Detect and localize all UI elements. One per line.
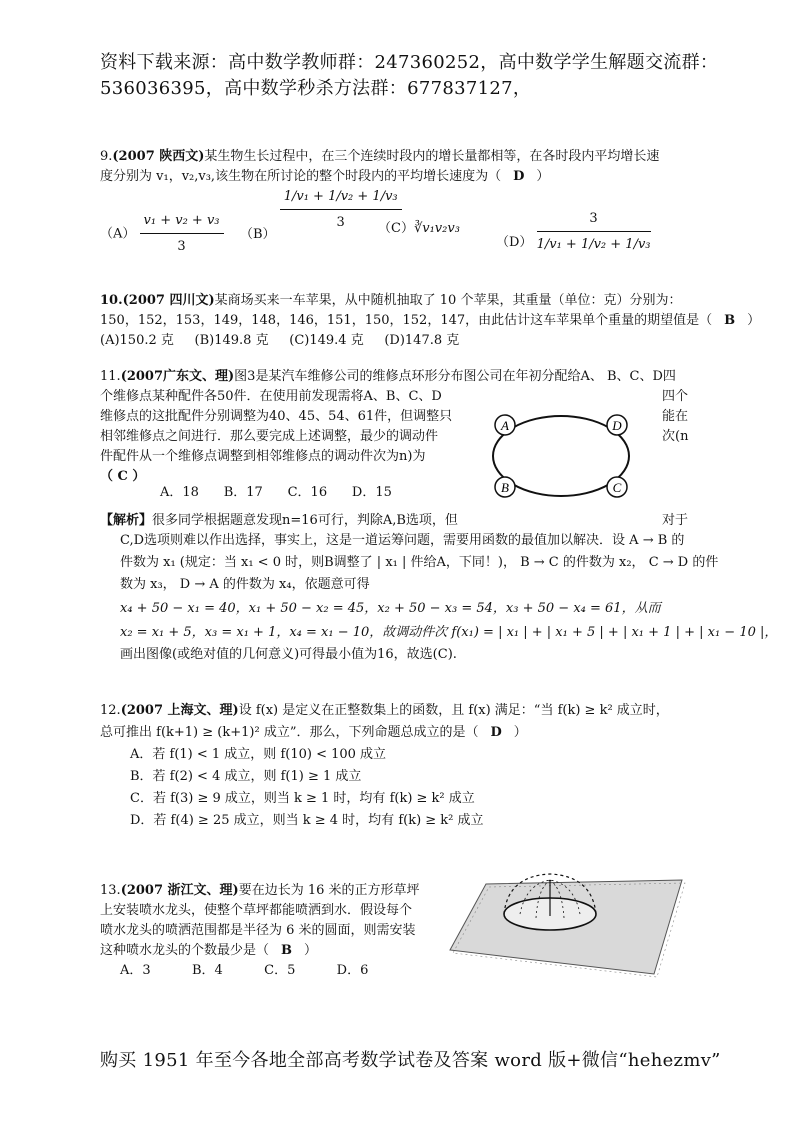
q9-option-c: [378, 218, 460, 240]
q9-opt-c-expression: ∛v₁v₂v₃: [413, 221, 460, 236]
q10-close: ）: [747, 313, 761, 328]
q9-opt-b-denominator: 3: [336, 215, 345, 230]
analysis-text-1: 很多同学根据题意发现n=16可行，判除A,B选项，但: [152, 513, 458, 528]
q12-answer: D: [490, 725, 502, 740]
q9-opt-c-label: （C）: [378, 221, 414, 236]
node-c-label: C: [612, 480, 622, 495]
q11-analysis-line-4: 数为 x₃， D → A 的件数为 x₄，依题意可得: [120, 577, 370, 592]
node-b: [495, 477, 515, 497]
q13-line-4: [100, 940, 317, 962]
q11-line-3: 维修点的这批配件分别调整为40、45、54、61件，但调整只: [100, 409, 453, 424]
q12-source: (2007 上海文、理): [120, 703, 239, 718]
q9-text-2: 度分别为 v₁，v₂,v₃,该生物在所讨论的整个时段内的平均增长速度为（: [100, 169, 502, 184]
node-a: [495, 415, 515, 435]
q13-text-1: 要在边长为 16 米的正方形草坪: [238, 883, 420, 898]
q11-text-1: 图3是某汽车维修公司的维修点环形分布图公司在年初分配给A、 B、C、D四: [234, 369, 676, 384]
q12-line-1: [100, 700, 669, 722]
q10-answer: B: [724, 313, 736, 328]
q9-opt-d-fraction: [537, 208, 651, 256]
q9-opt-d-numerator: 3: [537, 208, 651, 232]
q9-opt-b-numerator: 1/v₁ + 1/v₂ + 1/v₃: [280, 186, 402, 210]
q10-line-2: [100, 310, 760, 332]
q13-text-4: 这种喷水龙头的个数最少是（: [100, 943, 270, 958]
q13-line-2: 上安装喷水龙头，使整个草坪都能喷洒到水．假设每个: [100, 903, 413, 918]
q12-text-1: 设 f(x) 是定义在正整数集上的函数，且 f(x) 满足：“当 f(k) ≥ k² 成立时，: [238, 703, 669, 718]
q12-option-c: C．若 f(3) ≥ 9 成立，则当 k ≥ 1 时，均有 f(k) ≥ k² 成立: [130, 791, 475, 806]
node-d: [607, 415, 627, 435]
q13-close: ）: [304, 943, 318, 958]
q10-number: 10.: [100, 293, 123, 308]
header-line-2: 536036395，高中数学秒杀方法群：677837127，: [100, 78, 532, 99]
node-c: [607, 477, 627, 497]
q11-source: (2007广东文、理): [120, 369, 235, 384]
q9-opt-a-numerator: v₁ + v₂ + v₃: [140, 210, 224, 234]
q9-option-d: [496, 208, 651, 256]
q10-options: (A)150.2 克 (B)149.8 克 (C)149.4 克 (D)147.8 克: [100, 333, 460, 348]
q11-line-5: 件配件从一个维修点调整到相邻维修点的调动件次为n)为: [100, 449, 426, 464]
analysis-tag: 【解析】: [100, 513, 153, 528]
q11-line-2: 个维修点某种配件各50件．在使用前发现需将A、B、C、D: [100, 389, 442, 404]
q12-option-a: A．若 f(1) < 1 成立，则 f(10) < 100 成立: [130, 747, 387, 762]
q11-number: 11.: [100, 369, 121, 384]
q12-close: ）: [513, 725, 527, 740]
q13-number: 13.: [100, 883, 121, 898]
q11-line-4: 相邻维修点之间进行．那么要完成上述调整，最少的调动件: [100, 429, 439, 444]
q9-text-1: 某生物生长过程中，在三个连续时段内的增长量都相等，在各时段内平均增长速: [204, 149, 660, 164]
q11-line-1: [100, 366, 676, 388]
q12-number: 12.: [100, 703, 121, 718]
q9-opt-a-denominator: 3: [177, 239, 186, 254]
q11-ring-diagram: [488, 410, 634, 502]
q11-analysis-line-7: 画出图像(或绝对值的几何意义)可得最小值为16，故选(C).: [120, 647, 457, 662]
q10-text-1: 某商场买来一车苹果，从中随机抽取了 10 个苹果，其重量（单位：克）分别为：: [214, 293, 682, 308]
q11-analysis-line-2: C,D选项则难以作出选择，事实上，这是一道运筹问题，需要用函数的最值加以解决．设 A → B 的: [120, 533, 685, 548]
q10-line-1: [100, 290, 681, 312]
q9-line-1: [100, 146, 659, 168]
q12-text-2: 总可推出 f(k+1) ≥ (k+1)² 成立”．那么，下列命题总成立的是（: [100, 725, 479, 740]
q11-analysis-line-3: 件数为 x₁ (规定：当 x₁ < 0 时，则B调整了 | x₁ | 件给A，下同！)， B → C 的件数为 x₂， C → D 的件: [120, 555, 719, 570]
q10-text-2: 150，152，153，149，148，146，151，150，152，147，由此估计这车苹果单个重量的期望值是（: [100, 313, 713, 328]
q11-analysis-line-5: x₄ + 50 − x₁ = 40，x₁ + 50 − x₂ = 45，x₂ + 50 − x₃ = 54，x₃ + 50 − x₄ = 61，从而: [120, 601, 661, 616]
q13-answer: B: [281, 943, 293, 958]
q13-line-1: [100, 880, 420, 902]
q9-opt-d-label: （D）: [496, 234, 533, 250]
q12-option-b: B．若 f(2) < 4 成立，则 f(1) ≥ 1 成立: [130, 769, 362, 784]
q9-opt-a-label: （A）: [100, 226, 136, 242]
q11-options: A．18 B．17 C．16 D．15: [160, 485, 392, 500]
q11-line-3-right: 能在: [662, 409, 689, 424]
node-a-label: A: [501, 418, 509, 433]
q11-analysis-line-6: x₂ = x₁ + 5，x₃ = x₁ + 1，x₄ = x₁ − 10，故调动件次 f(x₁) = | x₁ | + | x₁ + 5 | + | x₁ + 1 | + | x₁ − 10 |，: [120, 625, 778, 640]
q9-opt-d-denominator: 1/v₁ + 1/v₂ + 1/v₃: [536, 237, 651, 252]
node-b-label: B: [501, 480, 509, 495]
q11-answer: （ C ）: [100, 469, 146, 484]
q10-source: (2007 四川文): [122, 293, 215, 308]
sprinkler-illustration: [446, 870, 686, 980]
q9-answer: D: [513, 169, 525, 184]
footer-text: 购买 1951 年至今各地全部高考数学试卷及答案 word 版+微信“hehezmv”: [100, 1050, 721, 1071]
node-d-label: D: [612, 418, 622, 433]
q12-line-2: [100, 722, 527, 744]
header-line-1: 资料下载来源：高中数学教师群：247360252，高中数学学生解题交流群：: [100, 52, 719, 73]
q12-option-d: D．若 f(4) ≥ 25 成立，则当 k ≥ 4 时，均有 f(k) ≥ k² 成立: [130, 813, 484, 828]
q11-analysis-line-1: [100, 510, 458, 532]
q11-line-4-right: 次(n: [662, 429, 689, 444]
q9-line-2: [100, 166, 549, 188]
q9-close: ）: [536, 169, 550, 184]
q9-number: 9.: [100, 149, 113, 164]
q13-source: (2007 浙江文、理): [120, 883, 239, 898]
q9-opt-a-fraction: [140, 210, 224, 258]
q13-options: A．3 B．4 C．5 D．6: [120, 963, 369, 978]
q11-line-2-right: 四个: [662, 389, 689, 404]
q13-line-3: 喷水龙头的喷洒范围都是半径为 6 米的圆面，则需安装: [100, 923, 416, 938]
q9-option-a: [100, 210, 224, 258]
q11-analysis-line-1-right: 对于: [662, 513, 689, 528]
q9-source: (2007 陕西文): [112, 149, 205, 164]
q9-opt-b-label: （B）: [240, 226, 276, 242]
